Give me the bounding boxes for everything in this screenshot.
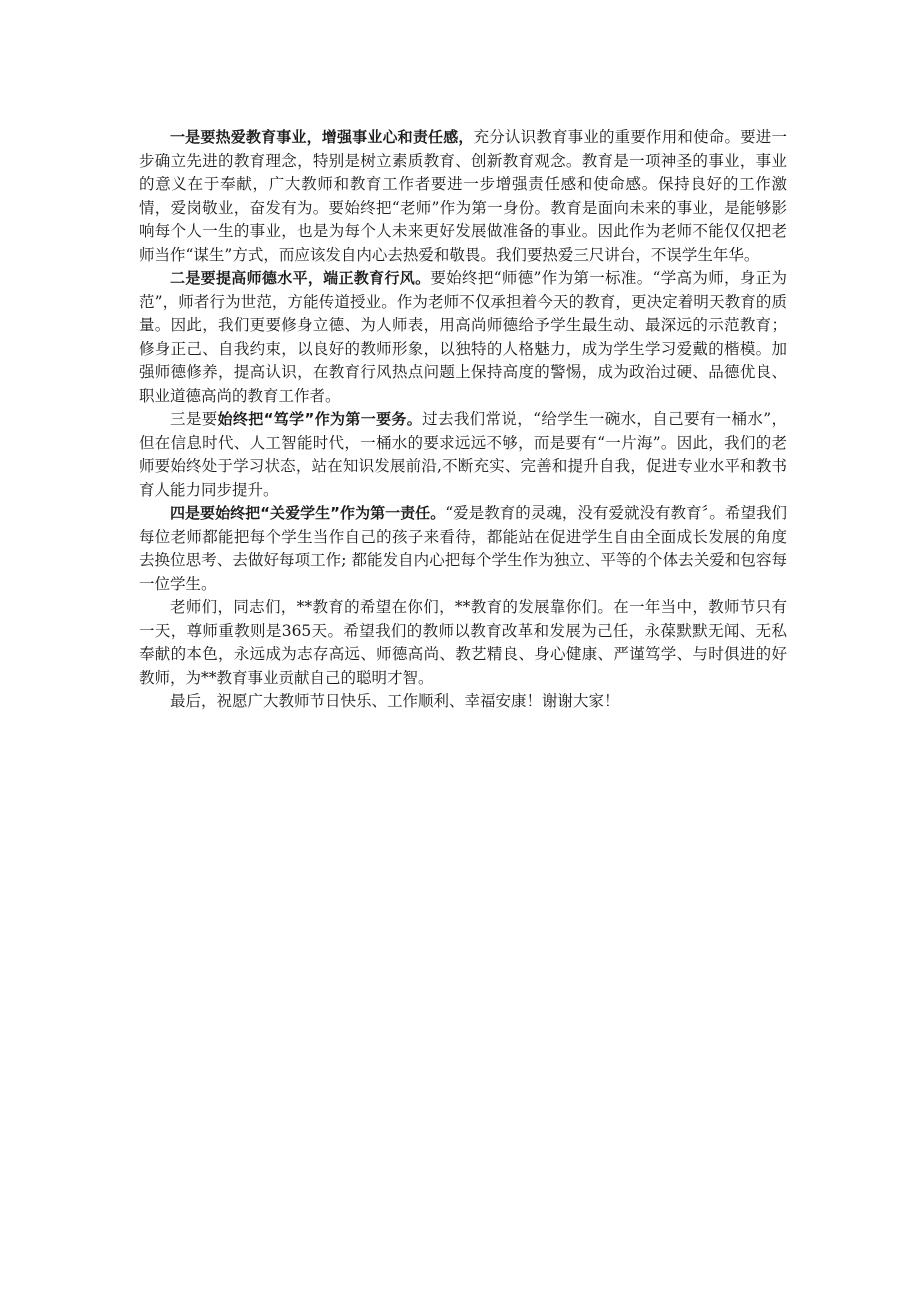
paragraph-2 xyxy=(139,267,787,408)
paragraph-6-body: 最后，祝愿广大教师节日快乐、工作顺利、幸福安康！谢谢大家！ xyxy=(170,692,620,710)
paragraph-6 xyxy=(139,690,787,714)
paragraph-2-lead: 二是要提高师德水平，端正教育行风。 xyxy=(170,269,431,287)
paragraph-1 xyxy=(139,126,787,267)
paragraph-3-lead: 始终把“笃学”作为第一要务。 xyxy=(217,410,423,428)
paragraph-3-pre: 三是要 xyxy=(170,410,218,428)
paragraph-3-body: 过去我们常说，“给学生一碗水，自己要有一桶水”，但在信息时代、人工智能时代，一桶水的要求远远不够，而是要有“一片海”。因此，我们的老师要始终处于学习状态，站在知识发展前沿,不断充实、完善和提升自我，促进专业水平和教书育人能力同步提升。 xyxy=(139,410,787,499)
paragraph-5 xyxy=(139,596,787,690)
document-body xyxy=(139,126,787,714)
paragraph-1-body: 充分认识教育事业的重要作用和使命。要进一步确立先进的教育理念，特别是树立素质教育、创新教育观念。教育是一项神圣的事业，事业的意义在于奉献，广大教师和教育工作者要进一步增强责任感和使命感。保持良好的工作激情，爱岗敬业，奋发有为。要始终把“老师”作为第一身份。教育是面向未来的事业，是能够影响每个人一生的事业，也是为每个人未来更好发展做准备的事业。因此作为老师不能仅仅把老师当作“谋生”方式，而应该发自内心去热爱和敬畏。我们要热爱三尺讲台，不误学生年华。 xyxy=(139,128,787,264)
paragraph-1-lead: 一是要热爱教育事业，增强事业心和责任感， xyxy=(170,128,474,146)
paragraph-4-body: “爱是教育的灵魂，没有爱就没有教育〞。希望我们每位老师都能把每个学生当作自己的孩子来看待，都能站在促进学生自由全面成长发展的角度去换位思考、去做好每项工作; 都能发自内心把每个学生作为独立、平等的个体去关爱和包容每一位学生。 xyxy=(139,504,787,593)
paragraph-4 xyxy=(139,502,787,596)
paragraph-2-body: 要始终把“师德”作为第一标准。“学高为师，身正为范”，师者行为世范，方能传道授业。作为老师不仅承担着今天的教育，更决定着明天教育的质量。因此，我们更要修身立德、为人师表，用高尚师德给予学生最生动、最深远的示范教育；修身正己、自我约束，以良好的教师形象，以独特的人格魅力，成为学生学习爱戴的楷模。加强师德修养，提高认识，在教育行风热点问题上保持高度的警惕，成为政治过硬、品德优良、职业道德高尚的教育工作者。 xyxy=(139,269,787,405)
paragraph-3 xyxy=(139,408,787,502)
paragraph-5-body: 老师们，同志们，**教育的希望在你们，**教育的发展靠你们。在一年当中，教师节只有一天，尊师重教则是365天。希望我们的教师以教育改革和发展为己任，永葆默默无闻、无私奉献的本色，永远成为志存高远、师德高尚、教艺精良、身心健康、严谨笃学、与时俱进的好教师，为**教育事业贡献自己的聪明才智。 xyxy=(139,598,787,687)
paragraph-4-lead: 四是要始终把“关爱学生”作为第一责任。 xyxy=(170,504,446,522)
